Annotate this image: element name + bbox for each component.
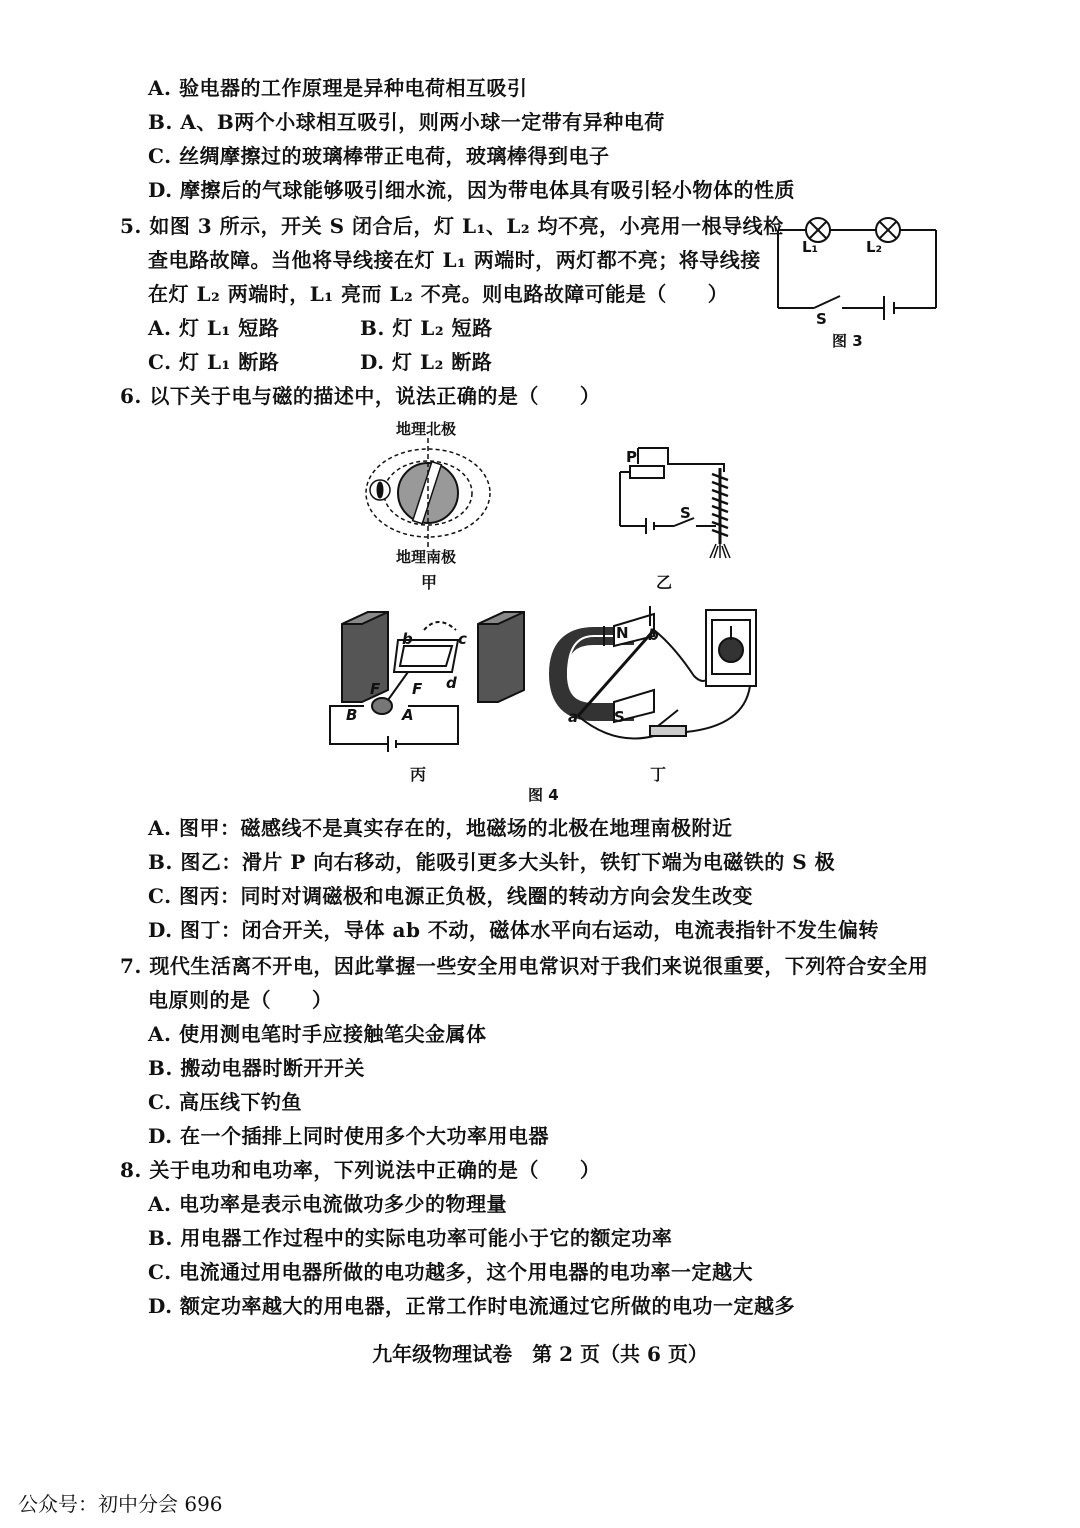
fig-jia-top-label: 地理北极 (396, 420, 457, 438)
q6-stem: 6. 以下关于电与磁的描述中，说法正确的是（ ） (120, 384, 601, 408)
q5-option-a: A. 灯 L₁ 短路 (148, 316, 280, 340)
q6-option-a: A. 图甲：磁感线不是真实存在的，地磁场的北极在地理南极附近 (148, 816, 733, 840)
q6-option-b: B. 图乙：滑片 P 向右移动，能吸引更多大头针，铁钉下端为电磁铁的 S 极 (148, 850, 836, 874)
q8-option-a: A. 电功率是表示电流做功多少的物理量 (148, 1192, 507, 1216)
fig-bing-f2-label: F (412, 680, 423, 698)
fig-bing-a-brush-label: A (402, 706, 414, 724)
q5-stem-line2: 查电路故障。当他将导线接在灯 L₁ 两端时，两灯都不亮；将导线接 (148, 248, 761, 272)
fig4-caption: 图 4 (528, 786, 559, 804)
fig-bing-f1-label: F (370, 680, 381, 698)
fig-jia-bottom-label: 地理南极 (396, 548, 457, 566)
fig3-lamp1-label: L₁ (802, 238, 819, 256)
fig3-switch-label: S (816, 310, 827, 328)
q5-option-d: D. 灯 L₂ 断路 (360, 350, 493, 374)
q8-stem: 8. 关于电功和电功率，下列说法中正确的是（ ） (120, 1158, 601, 1182)
q6-option-c: C. 图丙：同时对调磁极和电源正负极，线圈的转动方向会发生改变 (148, 884, 753, 908)
fig-yi-label: 乙 (656, 573, 673, 592)
q4-option-d: D. 摩擦后的气球能够吸引细水流，因为带电体具有吸引轻小物体的性质 (148, 178, 796, 202)
q7-option-d: D. 在一个插排上同时使用多个大功率用电器 (148, 1124, 550, 1148)
q7-option-a: A. 使用测电笔时手应接触笔尖金属体 (148, 1022, 487, 1046)
q5-stem-line3: 在灯 L₂ 两端时，L₁ 亮而 L₂ 不亮。则电路故障可能是（ ） (148, 282, 729, 306)
fig-bing-b-label: b (402, 630, 413, 648)
fig-jia-label: 甲 (421, 573, 438, 592)
q8-option-d: D. 额定功率越大的用电器，正常工作时电流通过它所做的电功一定越多 (148, 1294, 796, 1318)
q7-option-c: C. 高压线下钓鱼 (148, 1090, 302, 1114)
q5-stem-line1: 5. 如图 3 所示，开关 S 闭合后，灯 L₁、L₂ 均不亮，小亮用一根导线检 (120, 214, 784, 238)
q4-option-a: A. 验电器的工作原理是异种电荷相互吸引 (148, 76, 528, 100)
q5-option-c: C. 灯 L₁ 断路 (148, 350, 280, 374)
q6-option-d: D. 图丁：闭合开关，导体 ab 不动，磁体水平向右运动，电流表指针不发生偏转 (148, 918, 879, 942)
q7-stem-line2: 电原则的是（ ） (148, 988, 333, 1012)
q7-stem-line1: 7. 现代生活离不开电，因此掌握一些安全用电常识对于我们来说很重要，下列符合安全用 (120, 954, 929, 978)
page-footer: 九年级物理试卷 第 2 页（共 6 页） (372, 1342, 708, 1366)
q4-option-b: B. A、B两个小球相互吸引，则两小球一定带有异种电荷 (148, 110, 665, 134)
figure-bing-motor (328, 610, 528, 750)
q5-option-b: B. 灯 L₂ 短路 (360, 316, 493, 340)
fig-ding-s-label: S (614, 708, 625, 726)
fig-yi-p-label: P (626, 448, 637, 466)
q7-option-b: B. 搬动电器时断开开关 (148, 1056, 365, 1080)
fig-bing-c-label: c (458, 630, 467, 648)
fig-yi-s-label: S (680, 504, 691, 522)
q8-option-b: B. 用电器工作过程中的实际电功率可能小于它的额定功率 (148, 1226, 673, 1250)
fig3-lamp2-label: L₂ (866, 238, 883, 256)
fig-bing-d-label: d (446, 674, 457, 692)
fig-ding-b-label: b (648, 626, 659, 644)
fig-bing-b-brush-label: B (346, 706, 358, 724)
q4-option-c: C. 丝绸摩擦过的玻璃棒带正电荷，玻璃棒得到电子 (148, 144, 610, 168)
watermark-text: 公众号：初中分会 696 (18, 1492, 223, 1516)
figure-ding-induction (554, 606, 764, 756)
fig-ding-label: 丁 (650, 765, 667, 784)
fig-ding-n-label: N (616, 624, 629, 642)
figure-3-circuit (776, 210, 946, 320)
figure-jia-earth-field (362, 438, 502, 548)
fig-bing-label: 丙 (410, 765, 427, 784)
q8-option-c: C. 电流通过用电器所做的电功越多，这个用电器的电功率一定越大 (148, 1260, 753, 1284)
fig3-caption: 图 3 (832, 332, 863, 350)
fig-ding-a-label: a (568, 708, 579, 726)
